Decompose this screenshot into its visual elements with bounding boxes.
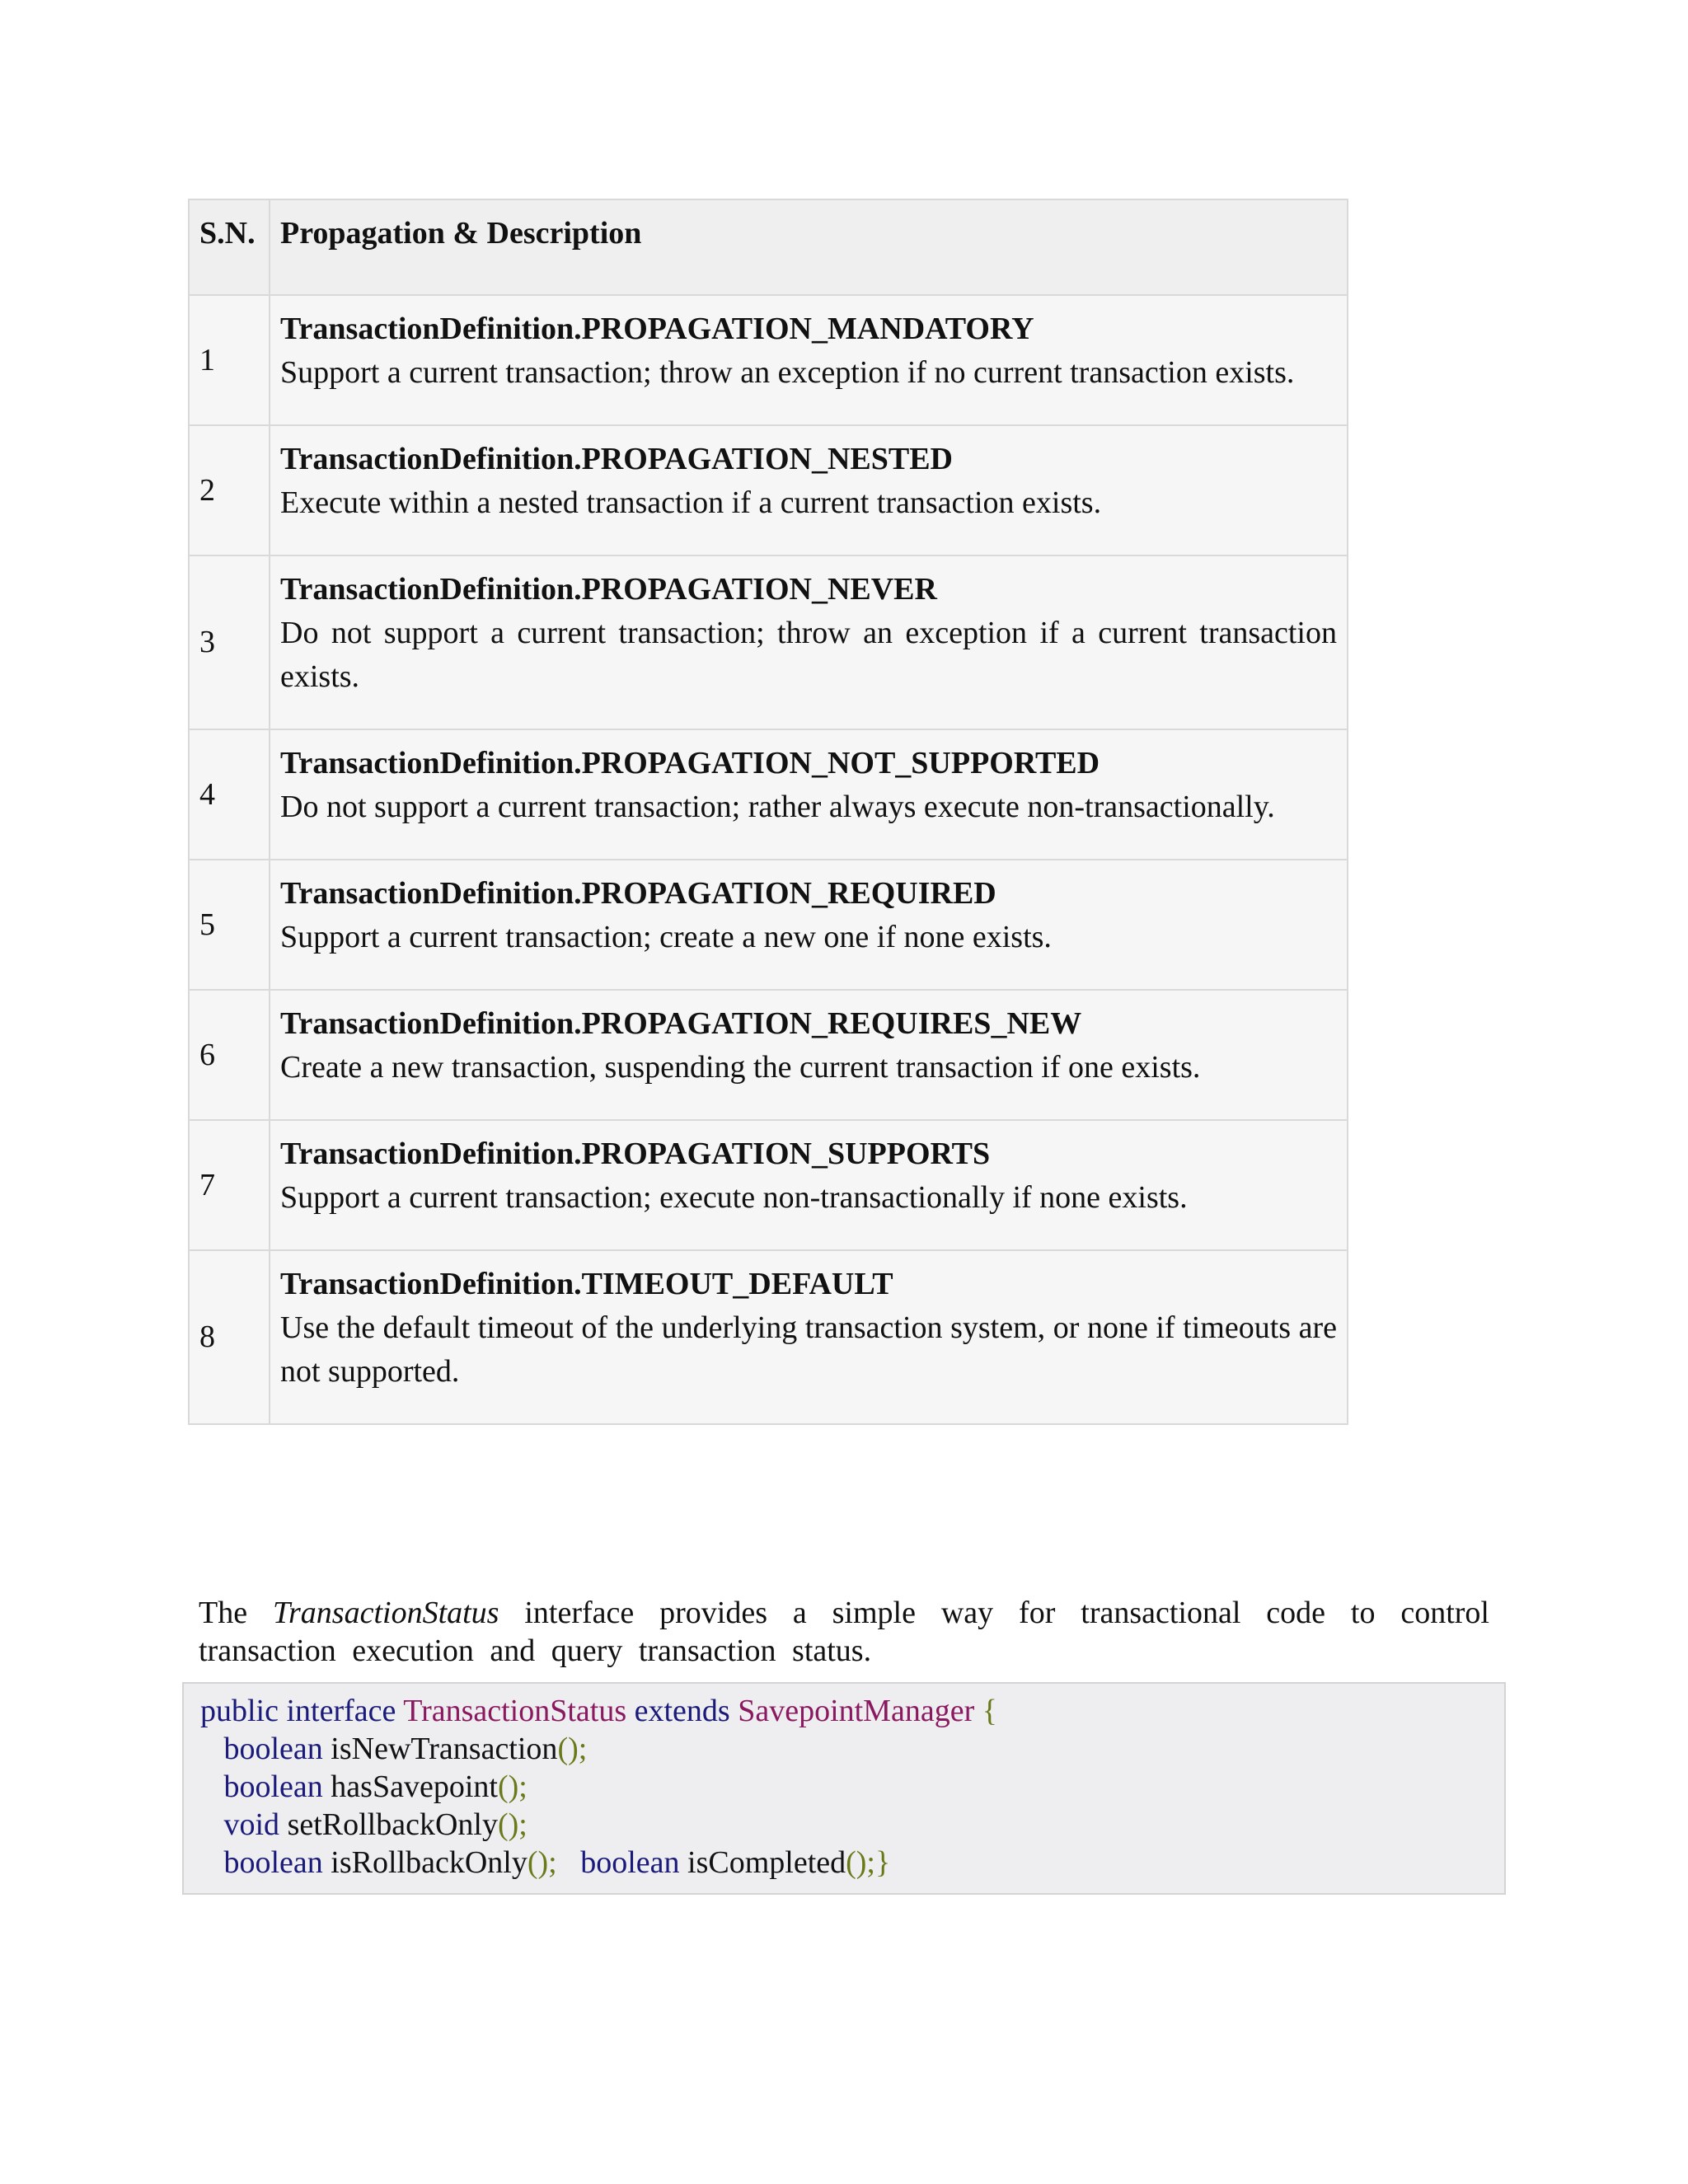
para-before: The <box>199 1596 273 1630</box>
header-description: Propagation & Description <box>270 199 1348 295</box>
propagation-description: Execute within a nested transaction if a current transaction exists. <box>280 485 1102 520</box>
row-description-cell <box>270 555 1348 729</box>
propagation-description: Create a new transaction, suspending the current transaction if one exists. <box>280 1050 1201 1085</box>
code-punct: (); <box>527 1845 557 1880</box>
code-line-3 <box>200 1768 1488 1806</box>
propagation-constant: TransactionDefinition.PROPAGATION_SUPPORTS <box>280 1137 991 1171</box>
table-row <box>189 990 1348 1120</box>
code-keyword: boolean <box>223 1732 323 1766</box>
table-row <box>189 295 1348 425</box>
table-row <box>189 425 1348 555</box>
row-description-cell <box>270 729 1348 860</box>
row-number: 3 <box>189 555 270 729</box>
table-row <box>189 1120 1348 1250</box>
propagation-constant: TransactionDefinition.PROPAGATION_REQUIRED <box>280 876 996 911</box>
code-punct: (); <box>497 1769 528 1804</box>
propagation-description: Support a current transaction; throw an exception if no current transaction exists. <box>280 355 1295 390</box>
table-body <box>189 295 1348 1424</box>
code-keyword: boolean <box>223 1769 323 1804</box>
propagation-table <box>188 199 1348 1425</box>
row-description-cell <box>270 295 1348 425</box>
header-sn: S.N. <box>189 199 270 295</box>
table-header-row <box>189 199 1348 295</box>
code-method: setRollbackOnly <box>279 1807 498 1842</box>
propagation-constant: TransactionDefinition.PROPAGATION_NESTED <box>280 442 953 476</box>
row-number: 6 <box>189 990 270 1120</box>
code-keyword: extends <box>626 1694 738 1728</box>
code-punct: ();} <box>846 1845 891 1880</box>
table-row <box>189 1250 1348 1424</box>
row-description-cell <box>270 1250 1348 1424</box>
row-description-cell <box>270 425 1348 555</box>
code-method: isCompleted <box>679 1845 846 1880</box>
code-punct: (); <box>557 1732 588 1766</box>
code-type: SavepointManager <box>738 1694 975 1728</box>
code-indent <box>200 1845 224 1880</box>
transaction-status-paragraph <box>199 1594 1489 1670</box>
code-line-1 <box>200 1692 1488 1730</box>
code-punct: { <box>974 1694 997 1728</box>
row-description-cell <box>270 860 1348 990</box>
propagation-description: Support a current transaction; create a new one if none exists. <box>280 920 1052 954</box>
propagation-description: Do not support a current transaction; rather always execute non-transactionally. <box>280 790 1275 824</box>
propagation-constant: TransactionDefinition.PROPAGATION_NOT_SUPPORTED <box>280 746 1100 780</box>
code-line-2 <box>200 1730 1488 1768</box>
para-emphasis: TransactionStatus <box>272 1596 499 1630</box>
propagation-constant: TransactionDefinition.PROPAGATION_NEVER <box>280 572 937 607</box>
code-keyword: boolean <box>223 1845 323 1880</box>
propagation-constant: TransactionDefinition.PROPAGATION_REQUIRES_NEW <box>280 1006 1082 1041</box>
code-indent <box>200 1807 224 1842</box>
code-line-5 <box>200 1844 1488 1882</box>
code-keyword: public interface <box>200 1694 404 1728</box>
row-number: 5 <box>189 860 270 990</box>
code-line-4 <box>200 1806 1488 1844</box>
table-row <box>189 555 1348 729</box>
table-row <box>189 860 1348 990</box>
row-number: 7 <box>189 1120 270 1250</box>
propagation-constant: TransactionDefinition.PROPAGATION_MANDATORY <box>280 312 1034 346</box>
row-description-cell <box>270 990 1348 1120</box>
row-number: 8 <box>189 1250 270 1424</box>
code-method: hasSavepoint <box>322 1769 498 1804</box>
propagation-description: Support a current transaction; execute non-transactionally if none exists. <box>280 1180 1188 1215</box>
code-gap <box>557 1845 581 1880</box>
code-punct: (); <box>497 1807 528 1842</box>
code-indent <box>200 1732 224 1766</box>
code-method: isNewTransaction <box>322 1732 558 1766</box>
para-after: interface provides a simple way for transactional code to control transaction execution and query transaction status. <box>199 1596 1489 1668</box>
row-number: 4 <box>189 729 270 860</box>
propagation-description: Use the default timeout of the underlying transaction system, or none if timeouts are not supported. <box>280 1310 1337 1389</box>
propagation-constant: TransactionDefinition.TIMEOUT_DEFAULT <box>280 1267 893 1301</box>
code-keyword: boolean <box>580 1845 680 1880</box>
code-type: TransactionStatus <box>403 1694 627 1728</box>
row-number: 1 <box>189 295 270 425</box>
table-row <box>189 729 1348 860</box>
code-block <box>182 1682 1506 1895</box>
code-indent <box>200 1769 224 1804</box>
row-description-cell <box>270 1120 1348 1250</box>
row-number: 2 <box>189 425 270 555</box>
code-keyword: void <box>223 1807 280 1842</box>
code-method: isRollbackOnly <box>322 1845 528 1880</box>
propagation-description: Do not support a current transaction; throw an exception if a current transaction exists. <box>280 616 1337 694</box>
